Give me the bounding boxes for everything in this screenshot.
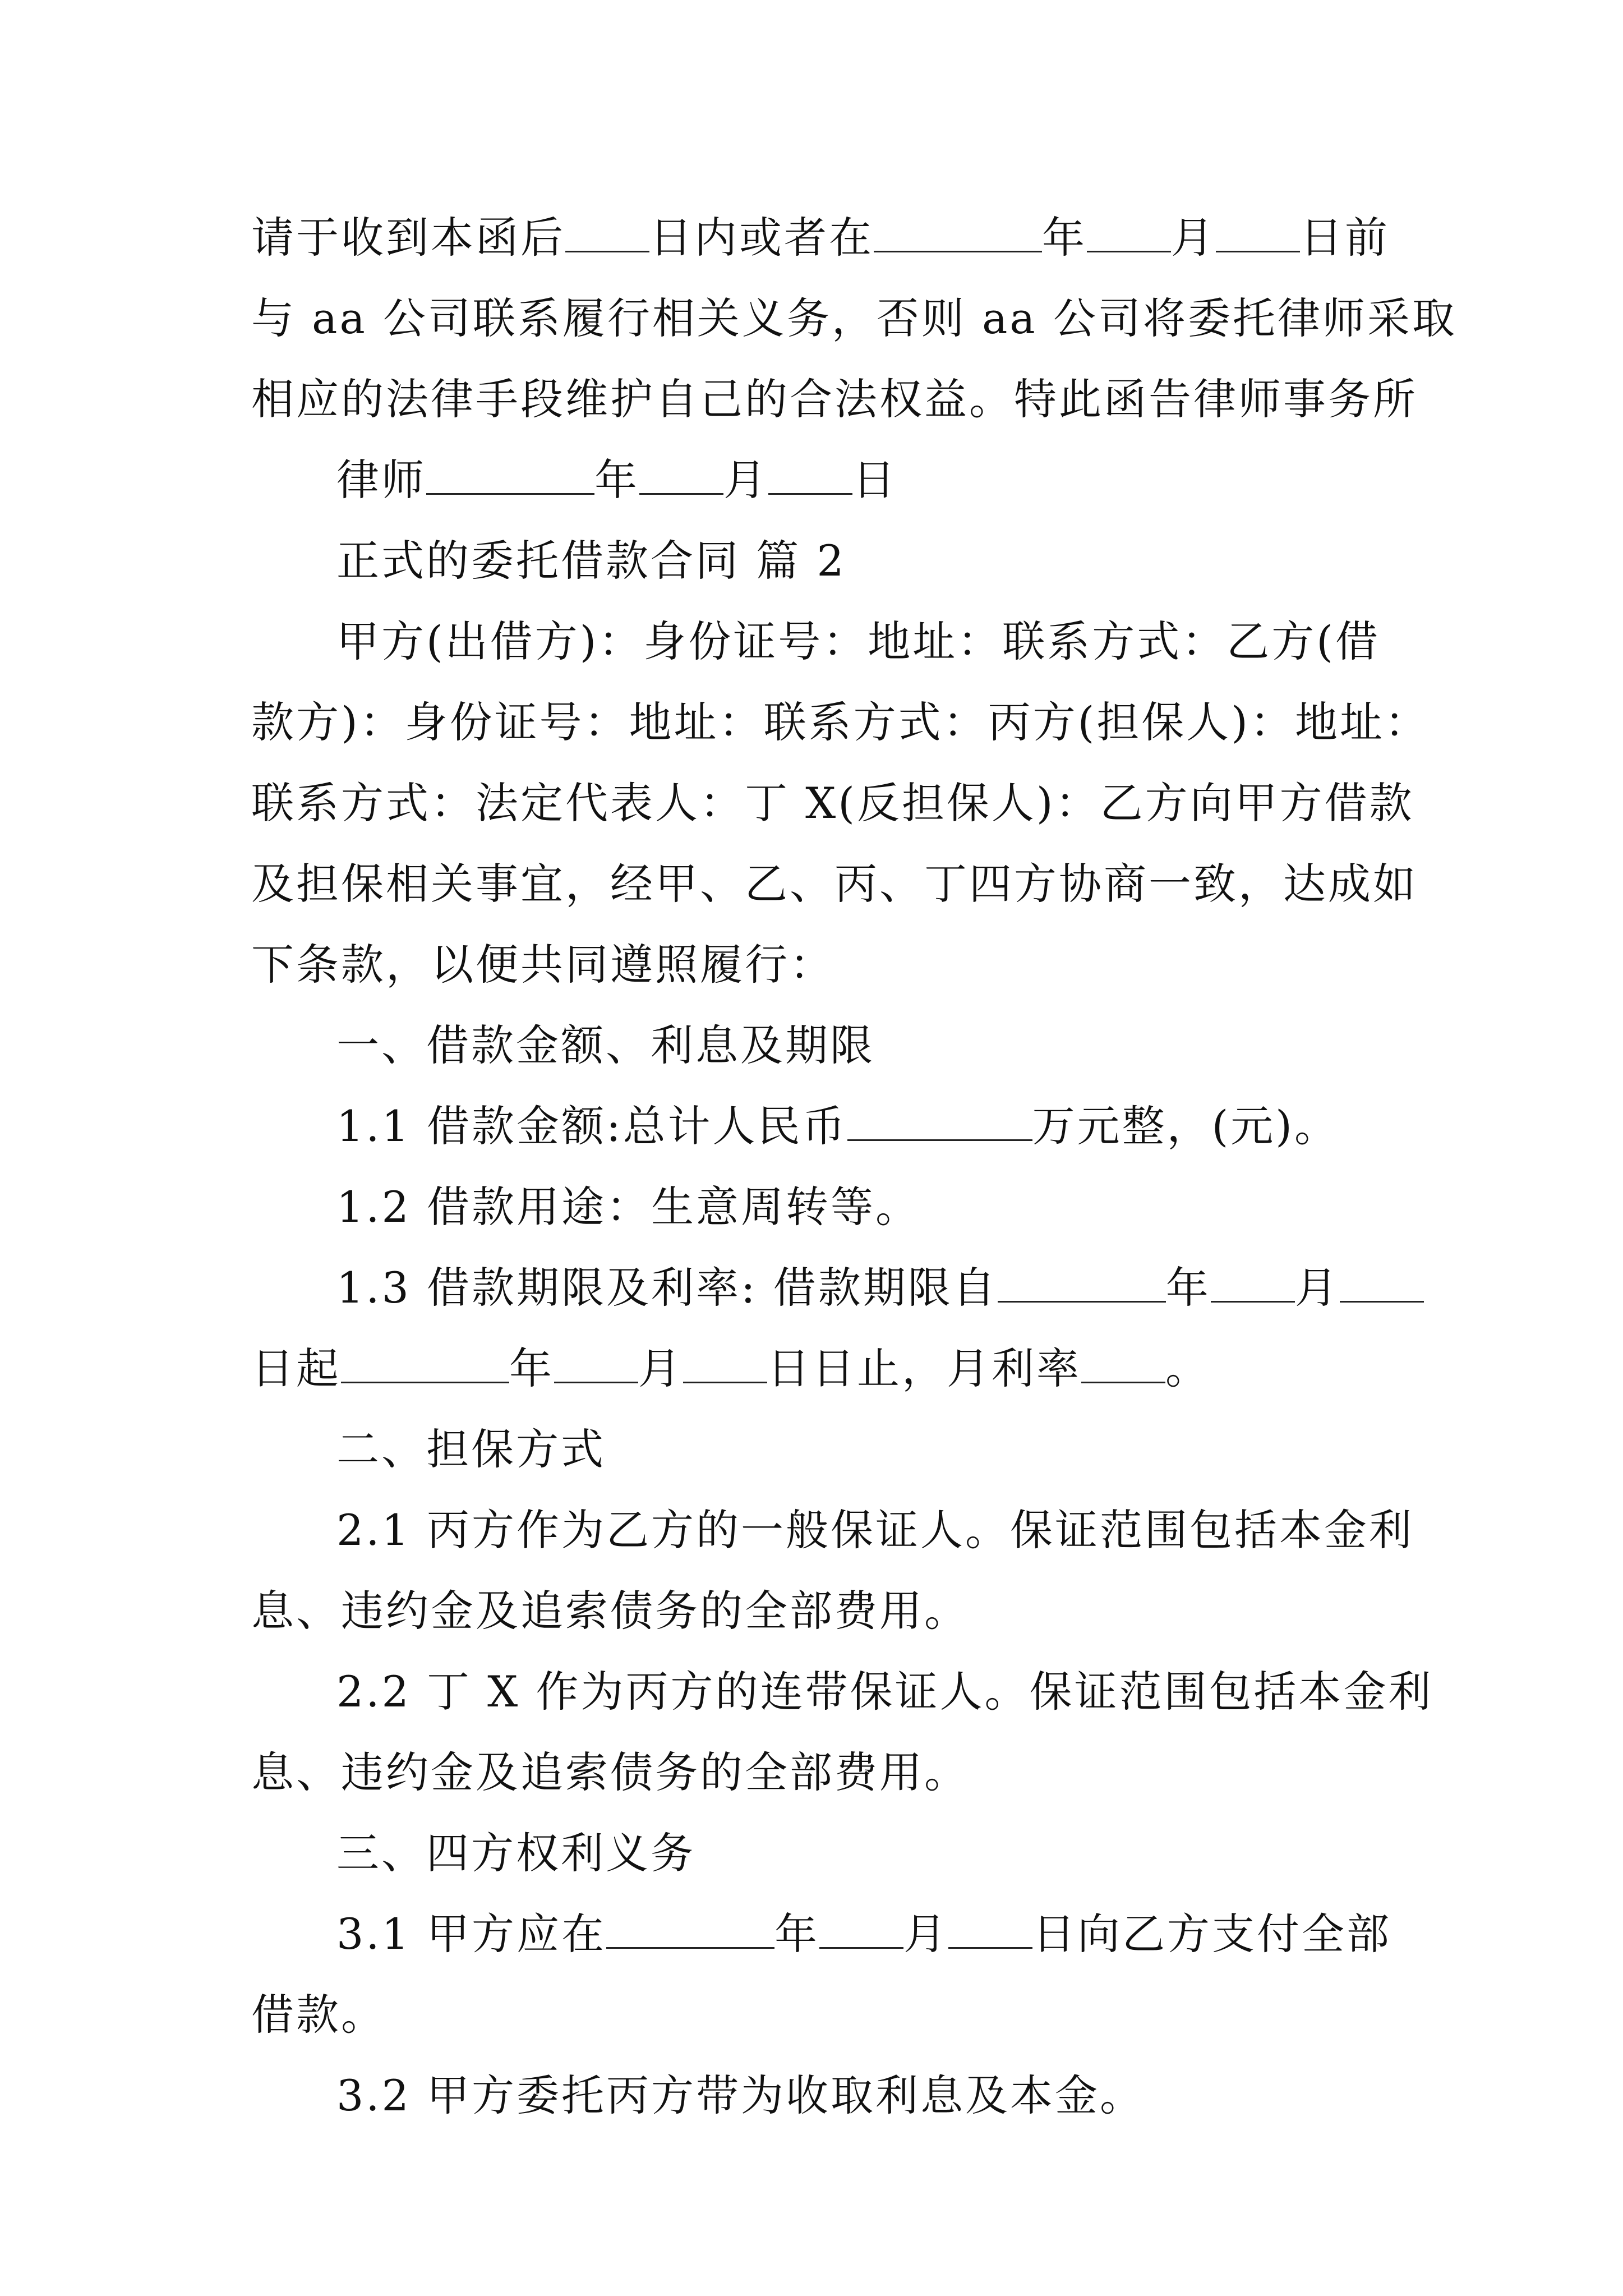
text: 月 (1294, 1263, 1340, 1313)
blank-field (768, 457, 852, 495)
blank-field (1340, 1265, 1424, 1303)
text: 年 (509, 1343, 554, 1393)
blank-field (683, 1346, 767, 1383)
clause-1-1 (251, 1086, 1384, 1167)
text: 年 (594, 455, 639, 505)
blank-field (606, 1911, 774, 1949)
text-line: 与 aa 公司联系履行相关义务，否则 aa 公司将委托律师采取 (251, 293, 1457, 343)
text: 日 (852, 455, 897, 505)
blank-field (554, 1346, 638, 1383)
text-line (251, 197, 1390, 278)
text-line: 及担保相关事宜，经甲、乙、丙、丁四方协商一致，达成如 (251, 859, 1418, 909)
text: 万元整，(元)。 (1032, 1101, 1339, 1151)
blank-field (1087, 215, 1171, 252)
text: 请于收到本函后 (251, 213, 565, 263)
text: 日内或者在 (649, 213, 874, 263)
text: 月 (1171, 213, 1216, 263)
clause-2-2: 2.2 丁 X 作为丙方的连带保证人。保证范围包括本金利 (336, 1667, 1433, 1717)
text-line: 息、违约金及追索债务的全部费用。 (251, 1747, 969, 1797)
text: 1.1 借款金额:总计人民币 (336, 1101, 847, 1151)
text: 。 (1165, 1343, 1210, 1393)
clause-3-2: 3.2 甲方委托丙方带为收取利息及本金。 (336, 2070, 1145, 2120)
section-heading: 一、借款金额、利息及期限 (336, 1020, 875, 1070)
blank-field (341, 1346, 509, 1383)
text: 年 (1165, 1263, 1211, 1313)
text-line: 相应的法律手段维护自己的合法权益。特此函告律师事务所 (251, 374, 1418, 424)
blank-field (565, 215, 649, 252)
text-line: 息、违约金及追索债务的全部费用。 (251, 1586, 969, 1636)
text: 年 (774, 1909, 820, 1959)
blank-field (847, 1103, 1032, 1141)
text-line: 联系方式：法定代表人：丁 X(反担保人)：乙方向甲方借款 (251, 778, 1414, 828)
text: 日日止，月利率 (767, 1343, 1081, 1393)
clause-1-2: 1.2 借款用途：生意周转等。 (336, 1182, 921, 1232)
section-title: 正式的委托借款合同 篇 2 (336, 536, 846, 586)
text: 日前 (1300, 213, 1390, 263)
text: 月 (903, 1909, 949, 1959)
clause-3-1 (251, 1894, 1392, 1975)
text-line: 款方)：身份证号：地址：联系方式：丙方(担保人)：地址： (251, 697, 1430, 747)
blank-field (1211, 1265, 1295, 1303)
text-line (251, 1328, 1384, 1409)
text: 月 (723, 455, 768, 505)
signature-line (251, 440, 1384, 521)
clause-2-1: 2.1 丙方作为乙方的一般保证人。保证范围包括本金利 (336, 1505, 1414, 1555)
text: 日起 (251, 1343, 341, 1393)
text: 日向乙方支付全部 (1032, 1909, 1392, 1959)
blank-field (426, 457, 594, 495)
blank-field (639, 457, 723, 495)
text: 月 (638, 1343, 683, 1393)
clause-1-3 (251, 1248, 1384, 1328)
blank-field (998, 1265, 1166, 1303)
section-heading: 二、担保方式 (336, 1424, 606, 1474)
document-body (251, 197, 1457, 2136)
section-heading: 三、四方权利义务 (336, 1828, 695, 1878)
text: 律师 (336, 455, 426, 505)
text: 年 (1042, 213, 1087, 263)
blank-field (1081, 1346, 1165, 1383)
text-line: 下条款，以便共同遵照履行： (251, 940, 834, 990)
text: 3.1 甲方应在 (336, 1909, 607, 1959)
blank-field (819, 1911, 903, 1949)
blank-field (874, 215, 1042, 252)
text-line: 借款。 (251, 1990, 386, 2040)
text-line: 甲方(出借方)：身份证号：地址：联系方式：乙方(借 (336, 616, 1380, 666)
text: 1.3 借款期限及利率: 借款期限自 (336, 1263, 998, 1313)
blank-field (948, 1911, 1032, 1949)
blank-field (1216, 215, 1300, 252)
